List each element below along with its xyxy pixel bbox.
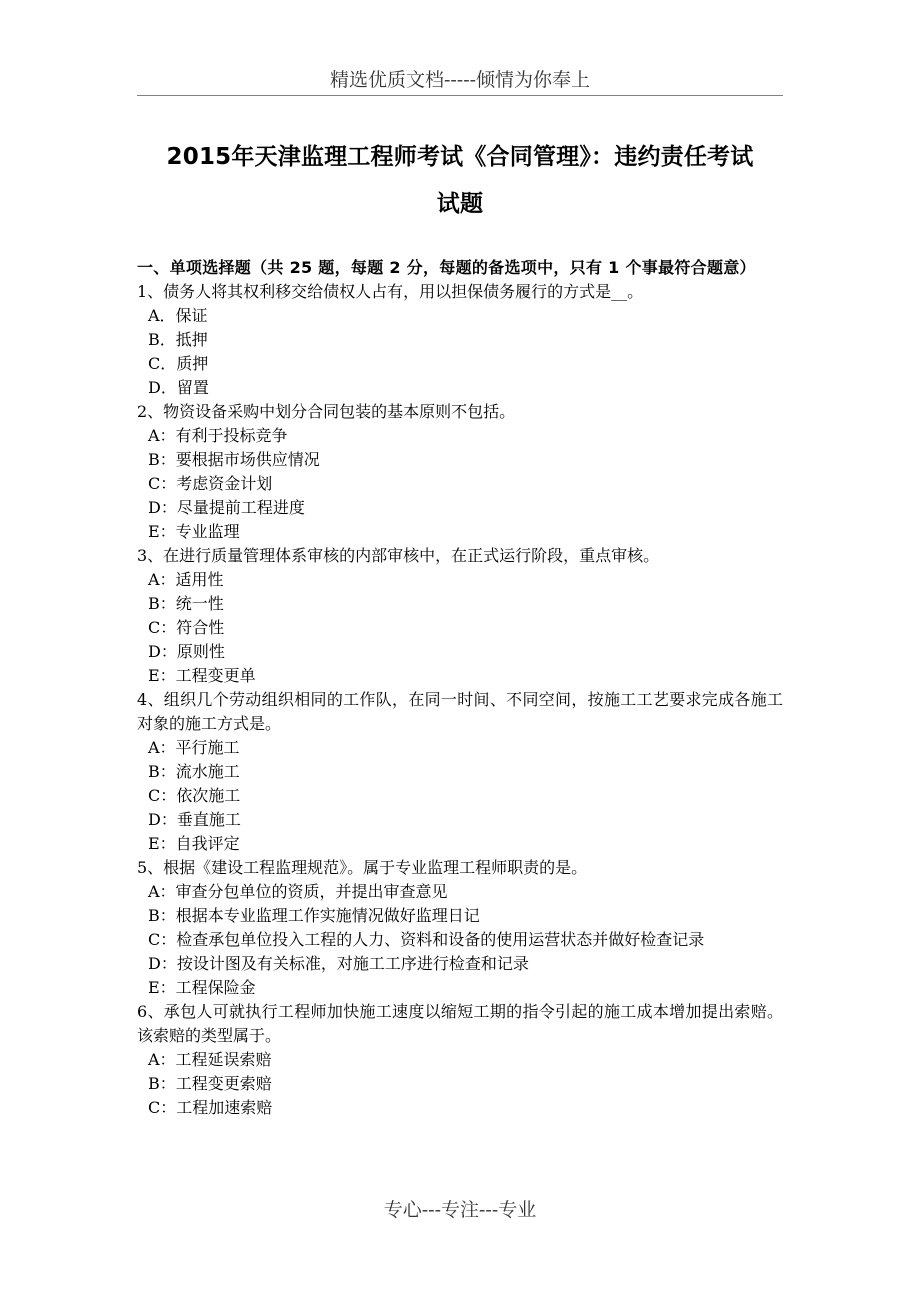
option-c: C：符合性 <box>148 618 225 637</box>
question-stem: 1、债务人将其权利移交给债权人占有，用以担保债务履行的方式是__。 <box>137 282 644 301</box>
option-e: E：自我评定 <box>148 834 240 853</box>
option-a: A：工程延误索赔 <box>148 1050 272 1069</box>
question-2 <box>137 400 783 544</box>
question-stem: 6、承包人可就执行工程师加快施工速度以缩短工期的指令引起的施工成本增加提出索赔。该索赔的类型属于。 <box>137 1002 783 1045</box>
page-header: 精选优质文档-----倾情为你奉上 <box>329 69 591 91</box>
option-d: D．留置 <box>148 378 209 397</box>
question-4 <box>137 688 783 856</box>
option-c: C：工程加速索赔 <box>148 1098 273 1117</box>
option-a: A．保证 <box>148 306 208 325</box>
option-b: B：根据本专业监理工作实施情况做好监理日记 <box>148 906 480 925</box>
question-1 <box>137 280 783 400</box>
option-e: E：工程保险金 <box>148 978 256 997</box>
option-c: C．质押 <box>148 354 209 373</box>
option-a: A：有利于投标竞争 <box>148 426 288 445</box>
question-stem: 2、物资设备采购中划分合同包装的基本原则不包括。 <box>137 402 516 421</box>
page-footer: 专心---专注---专业 <box>383 1199 537 1221</box>
option-d: D：原则性 <box>148 642 225 661</box>
option-d: D：垂直施工 <box>148 810 241 829</box>
option-d: D：尽量提前工程进度 <box>148 498 305 517</box>
option-a: A：适用性 <box>148 570 224 589</box>
question-3 <box>137 544 783 688</box>
option-b: B：要根据市场供应情况 <box>148 450 320 469</box>
document-title <box>137 134 783 228</box>
section-heading: 一、单项选择题（共 25 题，每题 2 分，每题的备选项中，只有 1 个事最符合题意） <box>137 258 756 277</box>
option-e: E：专业监理 <box>148 522 240 541</box>
option-a: A：平行施工 <box>148 738 240 757</box>
question-6 <box>137 1000 783 1120</box>
option-c: C：依次施工 <box>148 786 241 805</box>
document-body <box>137 256 783 1120</box>
question-stem: 5、根据《建设工程监理规范》。属于专业监理工程师职责的是。 <box>137 858 588 877</box>
option-e: E：工程变更单 <box>148 666 256 685</box>
option-c: C：考虑资金计划 <box>148 474 273 493</box>
option-b: B：流水施工 <box>148 762 240 781</box>
question-stem: 4、组织几个劳动组织相同的工作队，在同一时间、不同空间，按施工工艺要求完成各施工对象的施工方式是。 <box>137 690 783 733</box>
question-5 <box>137 856 783 1000</box>
option-d: D：按设计图及有关标准，对施工工序进行检查和记录 <box>148 954 529 973</box>
document-title-line-1: 2015年天津监理工程师考试《合同管理》：违约责任考试 <box>166 144 754 170</box>
question-stem: 3、在进行质量管理体系审核的内部审核中，在正式运行阶段，重点审核。 <box>137 546 660 565</box>
option-b: B．抵押 <box>148 330 208 349</box>
option-c: C：检查承包单位投入工程的人力、资料和设备的使用运营状态并做好检查记录 <box>148 930 705 949</box>
option-b: B：统一性 <box>148 594 224 613</box>
option-b: B：工程变更索赔 <box>148 1074 272 1093</box>
option-a: A：审查分包单位的资质，并提出审查意见 <box>148 882 448 901</box>
header-divider <box>137 95 783 96</box>
document-title-line-2: 试题 <box>436 191 484 217</box>
